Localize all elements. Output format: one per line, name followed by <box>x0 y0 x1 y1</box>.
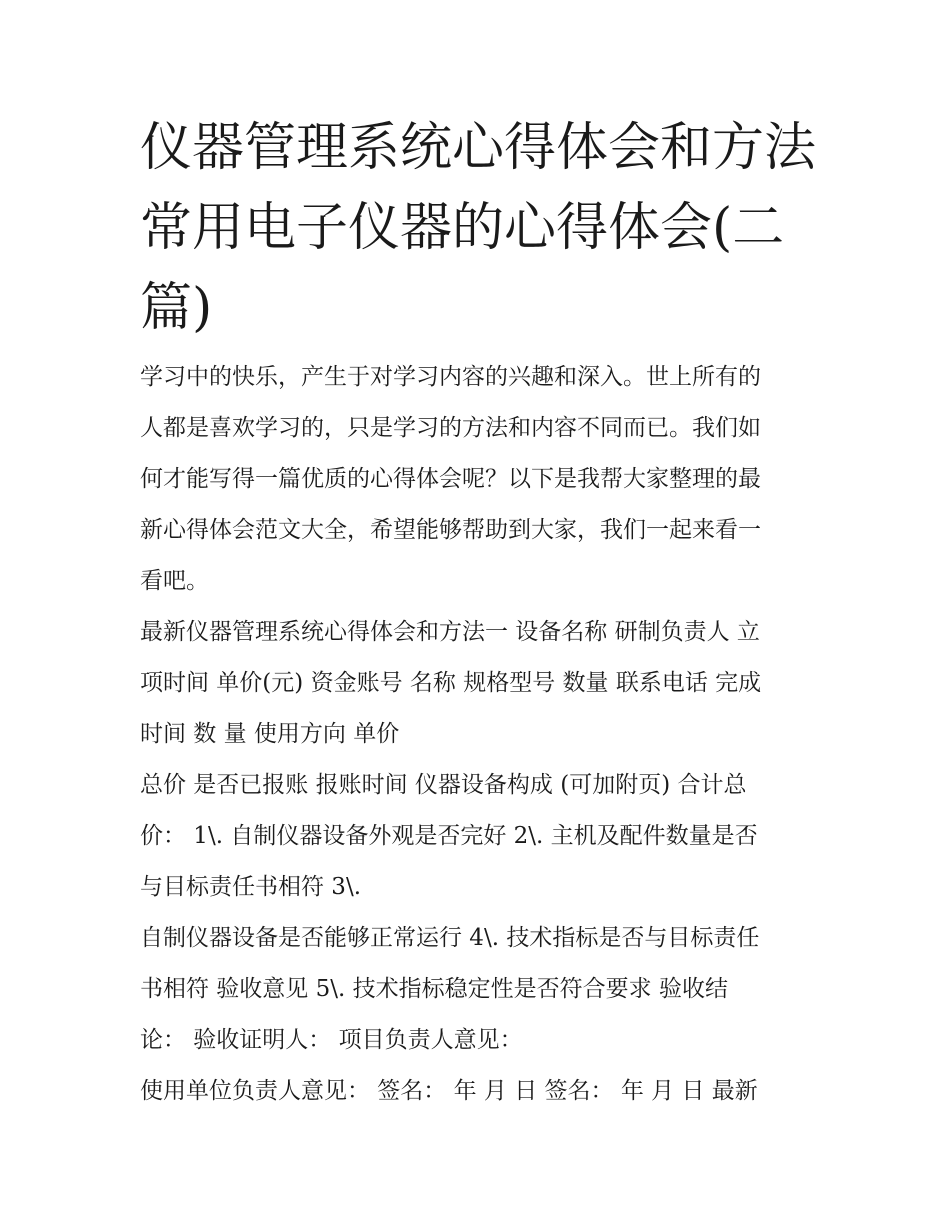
title-line: 常用电子仪器的心得体会(二 <box>140 198 785 258</box>
text-line: 书相符 验收意见 5\. 技术指标稳定性是否符合要求 验收结 <box>140 976 728 1002</box>
text-line: 学习中的快乐，产生于对学习内容的兴趣和深入。世上所有的 <box>140 364 761 390</box>
text-line: 新心得体会范文大全，希望能够帮助到大家，我们一起来看一 <box>140 517 761 543</box>
title-line: 仪器管理系统心得体会和方法 <box>140 118 817 178</box>
text-line: 论： 验收证明人： 项目负责人意见： <box>140 1027 523 1053</box>
title-line: 篇) <box>140 278 213 338</box>
text-line: 人都是喜欢学习的，只是学习的方法和内容不同而已。我们如 <box>140 415 761 441</box>
text-line: 使用单位负责人意见： 签名： 年 月 日 签名： 年 月 日 最新 <box>140 1078 758 1104</box>
document-body <box>140 352 820 1117</box>
text-line: 时间 数 量 使用方向 单价 <box>140 721 400 747</box>
text-line: 何才能写得一篇优质的心得体会呢？以下是我帮大家整理的最 <box>140 466 761 492</box>
form-fields-paragraph <box>140 607 820 760</box>
acceptance-paragraph <box>140 913 820 1066</box>
checklist-paragraph <box>140 760 820 913</box>
text-line: 项时间 单价(元) 资金账号 名称 规格型号 数量 联系电话 完成 <box>140 670 762 696</box>
signature-paragraph <box>140 1066 820 1117</box>
text-line: 最新仪器管理系统心得体会和方法一 设备名称 研制负责人 立 <box>140 619 760 645</box>
intro-paragraph <box>140 352 820 607</box>
text-line: 看吧。 <box>140 568 209 594</box>
text-line: 价： 1\. 自制仪器设备外观是否完好 2\. 主机及配件数量是否 <box>140 823 758 849</box>
document-title <box>140 108 820 348</box>
text-line: 与目标责任书相符 3\. <box>140 874 362 900</box>
text-line: 总价 是否已报账 报账时间 仪器设备构成 (可加附页) 合计总 <box>140 772 747 798</box>
text-line: 自制仪器设备是否能够正常运行 4\. 技术指标是否与目标责任 <box>140 925 760 951</box>
